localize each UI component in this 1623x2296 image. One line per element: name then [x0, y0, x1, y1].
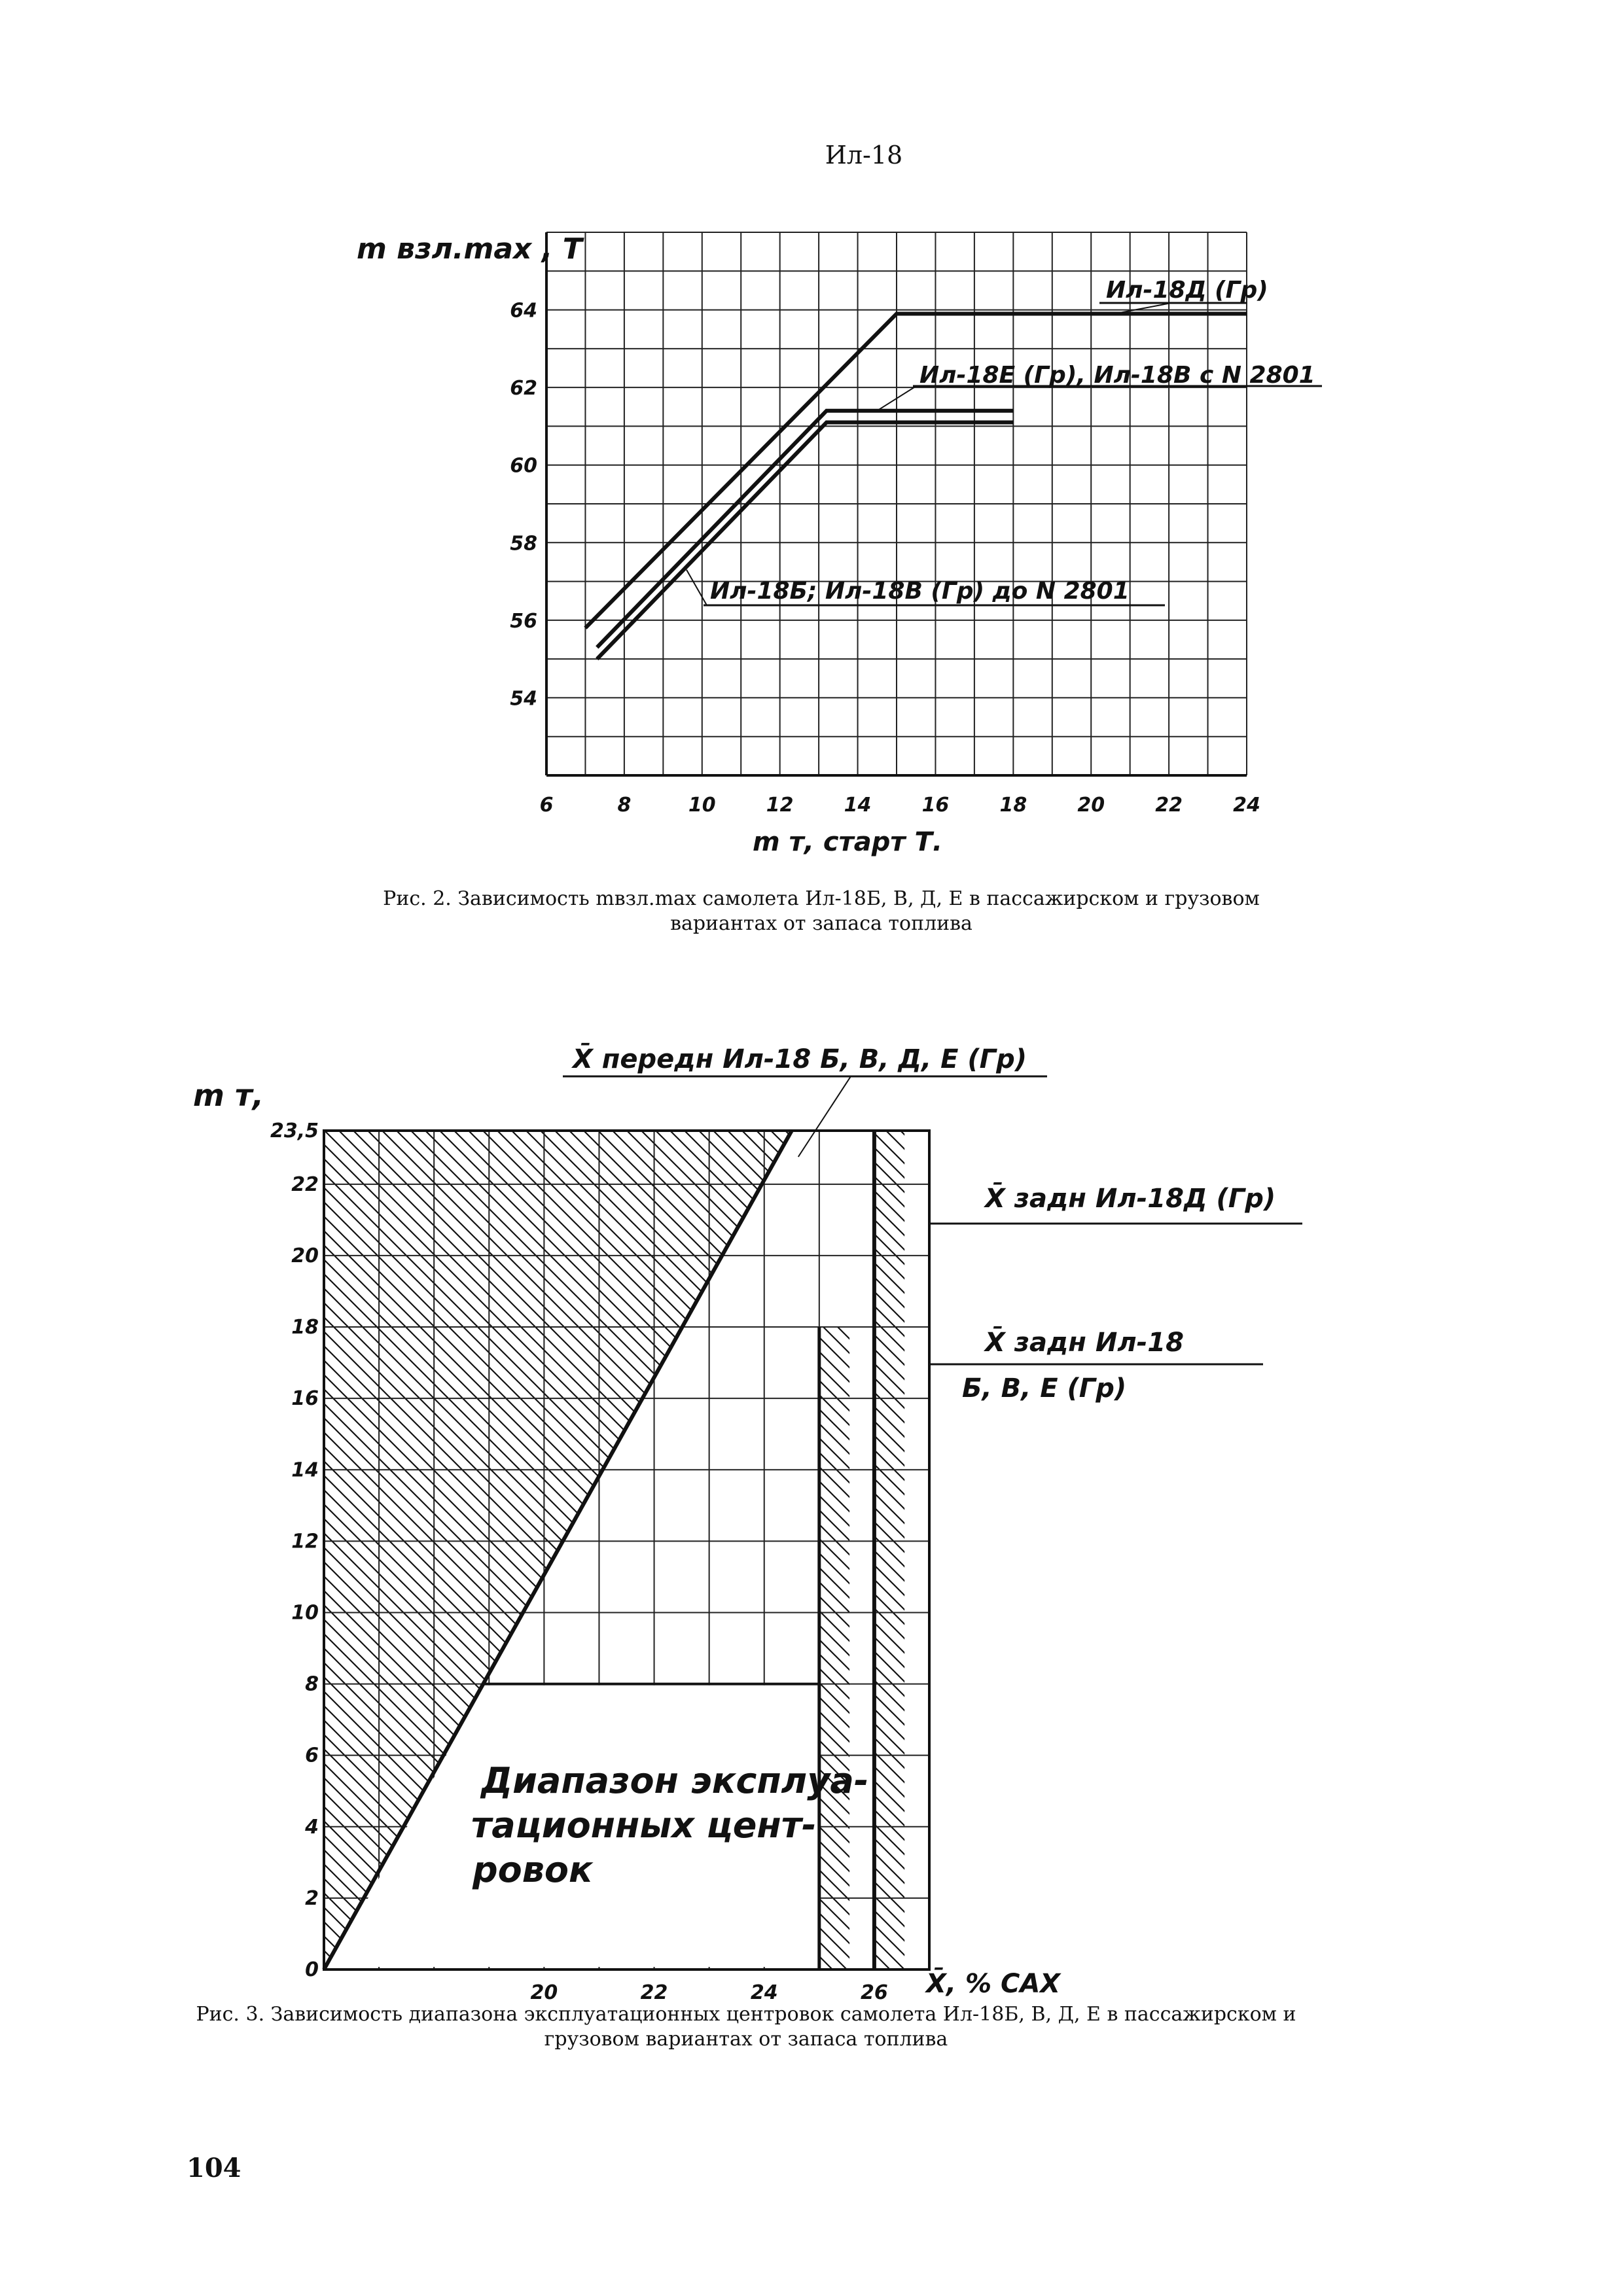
chart2-y-tick-label: 14: [291, 1458, 319, 1482]
chart2-y-tick-label: 8: [305, 1672, 319, 1696]
chart1-x-tick-label: 20: [1077, 794, 1105, 817]
chart1-y-tick-label: 60: [510, 454, 537, 478]
chart1-x-tick-label: 18: [999, 794, 1027, 817]
chart1-y-tick-label: 56: [510, 609, 537, 633]
chart2-x-axis-label: X̄, % САХ: [926, 1969, 1061, 1999]
chart2-y-tick-label: 0: [305, 1958, 319, 1981]
chart1-y-axis-label: m взл.max , Т: [357, 232, 582, 266]
figure-3-caption: Рис. 3. Зависимость диапазона эксплуатационных центровок самолета Ил-18Б, В, Д, Е в пассажирском и грузовом вариантах от запаса топлива: [196, 2003, 1296, 2051]
chart1-x-tick-label: 8: [617, 794, 632, 817]
chart2-y-tick-label: 16: [291, 1387, 319, 1411]
chart1-x-axis-label: m т, старт Т.: [753, 827, 943, 857]
chart1-x-tick-label: 12: [766, 794, 794, 817]
chart1-y-tick-label: 62: [510, 377, 537, 400]
chart1-label-il18d: Ил-18Д (Гр): [1106, 277, 1268, 304]
chart2-y-axis-label: m т,: [193, 1078, 264, 1113]
page-number: 104: [187, 2153, 241, 2183]
chart2-leader-front: [798, 1076, 851, 1157]
chart1-x-tick-label: 6: [539, 794, 554, 817]
chart2-label-rear-il18bve: X̄ задн Ил-18 Б, В, Е (Гр): [962, 1328, 1184, 1404]
chart2-label-rear-il18d: X̄ задн Ил-18Д (Гр): [985, 1184, 1276, 1214]
chart2-y-tick-label: 4: [305, 1815, 319, 1839]
chart2-hatch-rear-il18d: [874, 1131, 904, 1969]
chart1-x-tick-label: 10: [688, 794, 716, 817]
figure-2-chart: [0, 0, 1623, 890]
figure-3-chart: [0, 981, 1623, 2002]
chart1-series-line-3: [597, 423, 1013, 660]
chart1-leader-il18b: [687, 570, 707, 605]
chart2-y-tick-label: 20: [291, 1244, 319, 1267]
chart2-hatch-rear-il18bve: [819, 1327, 849, 1969]
chart2-region-label: Диапазон эксплуа- тационных цент- ровок: [471, 1760, 869, 1890]
chart2-x-tick-label: 22: [640, 1981, 668, 2002]
chart2-y-ticks: [270, 1120, 319, 1981]
figure-2-caption: Рис. 2. Зависимость mвзл.max самолета Ил-18Б, В, Д, Е в пассажирском и грузовом вариантах от запаса топлива: [383, 887, 1260, 935]
chart1-y-tick-label: 54: [510, 687, 537, 711]
chart2-y-tick-label: 12: [291, 1530, 319, 1553]
chart1-x-tick-label: 14: [844, 794, 872, 817]
chart2-label-front-limit: X̄ передн Ил-18 Б, В, Д, Е (Гр): [573, 1044, 1027, 1074]
chart1-y-ticks: [510, 300, 537, 711]
chart1-x-tick-label: 24: [1233, 794, 1260, 817]
chart2-x-tick-label: 24: [750, 1981, 778, 2002]
chart2-y-tick-label: 22: [291, 1173, 319, 1196]
page-header: Ил-18: [825, 141, 903, 169]
chart2-x-tick-label: 20: [530, 1981, 558, 2002]
chart1-x-ticks: [540, 794, 1260, 817]
chart2-y-tick-label: 10: [291, 1601, 319, 1625]
chart2-y-tick-label: 2: [305, 1886, 319, 1910]
chart2-y-tick-label: 18: [291, 1316, 319, 1339]
chart2-y-tick-label: 6: [305, 1744, 319, 1767]
chart1-label-il18e: Ил-18Е (Гр), Ил-18В с N 2801: [919, 362, 1315, 389]
chart1-y-tick-label: 64: [510, 299, 537, 323]
chart1-x-tick-label: 22: [1155, 794, 1183, 817]
chart1-label-il18b: Ил-18Б; Ил-18В (Гр) до N 2801: [710, 578, 1130, 605]
chart2-x-tick-label: 26: [861, 1981, 888, 2002]
chart2-x-ticks: [530, 1981, 887, 2002]
chart2-y-tick-label: 23,5: [270, 1120, 319, 1142]
chart1-y-tick-label: 58: [510, 532, 537, 556]
chart1-x-tick-label: 16: [921, 794, 950, 817]
